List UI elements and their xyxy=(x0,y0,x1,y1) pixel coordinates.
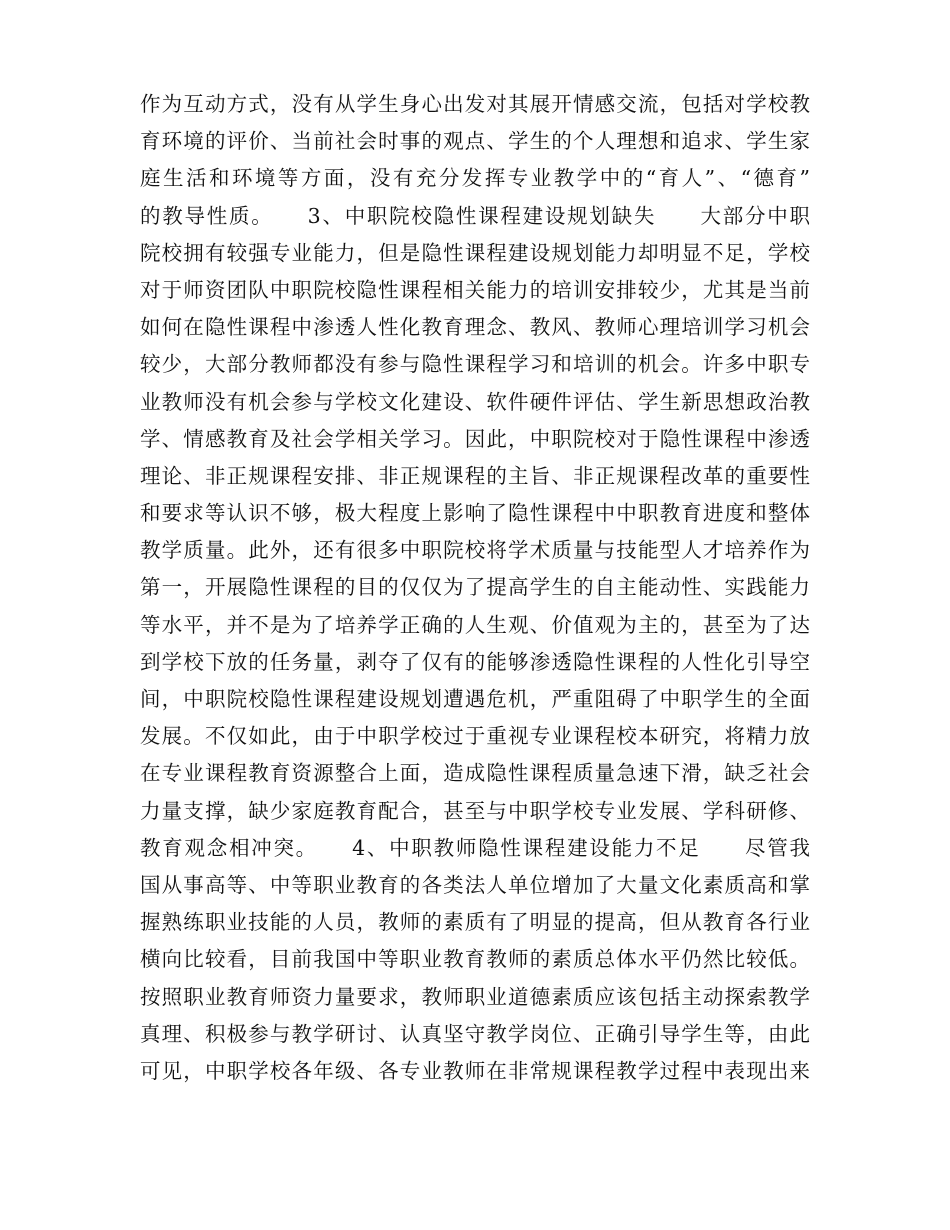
text-line: 庭生活和环境等方面，没有充分发挥专业教学中的“育人”、“德育” xyxy=(140,166,810,191)
text-line: 横向比较看，目前我国中等职业教育教师的素质总体水平仍然比较低。 xyxy=(140,947,810,972)
text-line: 对于师资团队中职院校隐性课程相关能力的培训安排较少，尤其是当前 xyxy=(140,277,810,302)
text-line: 间，中职院校隐性课程建设规划遭遇危机，严重阻碍了中职学生的全面 xyxy=(140,687,810,711)
text-line: 可见，中职学校各年级、各专业教师在非常规课程教学过程中表现出来 xyxy=(140,1058,810,1083)
text-line: 力量支撑，缺少家庭教育配合，甚至与中职学校专业发展、学科研修、 xyxy=(140,798,810,823)
text-line: 到学校下放的任务量，剥夺了仅有的能够渗透隐性课程的人性化引导空 xyxy=(140,649,810,674)
text-line: 较少，大部分教师都没有参与隐性课程学习和培训的机会。许多中职专 xyxy=(140,352,810,377)
text-line: 和要求等认识不够，极大程度上影响了隐性课程中中职教育进度和整体 xyxy=(140,501,810,526)
text-line: 学、情感教育及社会学相关学习。因此，中职院校对于隐性课程中渗透 xyxy=(140,426,810,451)
text-line: 握熟练职业技能的人员，教师的素质有了明显的提高，但从教育各行业 xyxy=(140,910,810,935)
text-line: 的教导性质。 3、中职院校隐性课程建设规划缺失 大部分中职 xyxy=(140,203,810,228)
text-line: 第一，开展隐性课程的目的仅仅为了提高学生的自主能动性、实践能力 xyxy=(140,575,810,600)
text-line: 作为互动方式，没有从学生身心出发对其展开情感交流，包括对学校教 xyxy=(140,92,810,116)
text-line: 如何在隐性课程中渗透人性化教育理念、教风、教师心理培训学习机会 xyxy=(140,315,810,340)
text-line: 真理、积极参与教学研讨、认真坚守教学岗位、正确引导学生等，由此 xyxy=(140,1021,810,1046)
text-line: 发展。不仅如此，由于中职学校过于重视专业课程校本研究，将精力放 xyxy=(140,724,810,749)
text-line: 国从事高等、中等职业教育的各类法人单位增加了大量文化素质高和掌 xyxy=(140,872,810,897)
text-line: 在专业课程教育资源整合上面，造成隐性课程质量急速下滑，缺乏社会 xyxy=(140,761,810,786)
text-line: 育环境的评价、当前社会时事的观点、学生的个人理想和追求、学生家 xyxy=(140,129,810,154)
text-line: 按照职业教育师资力量要求，教师职业道德素质应该包括主动探索教学 xyxy=(140,984,810,1009)
text-line: 理论、非正规课程安排、非正规课程的主旨、非正规课程改革的重要性 xyxy=(140,463,810,488)
text-line: 院校拥有较强专业能力，但是隐性课程建设规划能力却明显不足，学校 xyxy=(140,240,810,265)
text-line: 业教师没有机会参与学校文化建设、软件硬件评估、学生新思想政治教 xyxy=(140,389,810,414)
text-line: 教学质量。此外，还有很多中职院校将学术质量与技能型人才培养作为 xyxy=(140,538,810,563)
text-line: 教育观念相冲突。 4、中职教师隐性课程建设能力不足 尽管我 xyxy=(140,835,810,860)
body-text xyxy=(140,86,810,1090)
text-line: 等水平，并不是为了培养学正确的人生观、价值观为主的，甚至为了达 xyxy=(140,612,810,637)
